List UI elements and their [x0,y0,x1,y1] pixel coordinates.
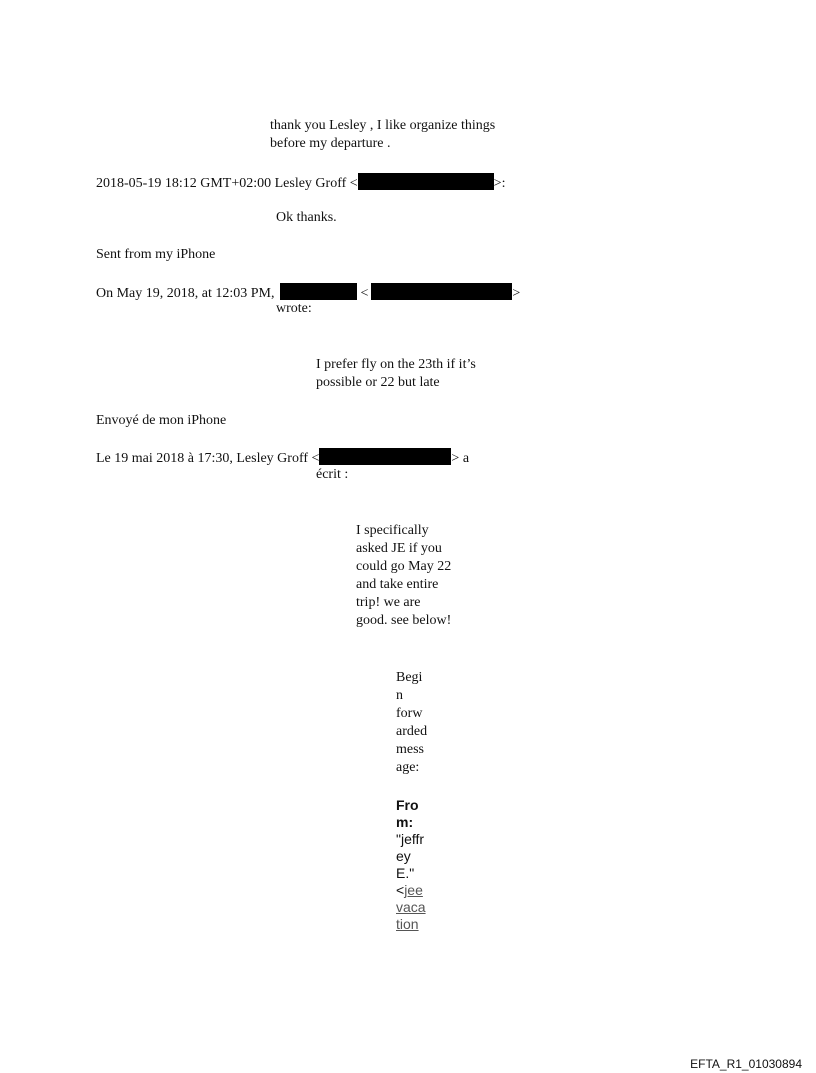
from-lt: < [396,882,405,898]
reply-line: thank you Lesley , I like organize things [270,118,496,133]
message-line: possible or 22 but late [316,375,440,390]
message-line: could go May 22 [356,559,452,574]
signature-envoye: Envoyé de mon iPhone [96,413,227,428]
message-line: and take entire [356,577,439,592]
quote-header-wrote: wrote: [276,301,312,316]
redaction-block [280,283,357,300]
quote-header [96,173,505,193]
message-line: I prefer fly on the 23th if it’s [316,357,476,372]
quote-header-gt: > [512,286,521,301]
message-text [316,356,476,392]
reply-line: before my departure . [270,136,391,151]
quote-header-text: On May 19, 2018, at 12:03 PM, [96,286,275,301]
quote-header-ecrit: écrit : [316,467,349,482]
message-line: good. see below! [356,613,452,628]
redaction-block [371,283,512,300]
message-line: I specifically [356,523,429,538]
forwarded-line: Begi [396,670,423,685]
quote-header-text: Le 19 mai 2018 à 17:30, Lesley Groff < [96,451,320,466]
forwarded-line: forw [396,706,423,721]
quote-header-text: 2018-05-19 18:12 GMT+02:00 Lesley Groff < [96,176,358,191]
quote-header [96,448,469,468]
document-id: EFTA_R1_01030894 [690,1057,802,1071]
forwarded-line: age: [396,760,420,775]
message-line: trip! we are [356,595,421,610]
from-label: m: [396,814,414,830]
ok-thanks-text: Ok thanks. [276,210,337,225]
forwarded-line: n [396,688,403,703]
from-field [396,797,426,933]
reply-text [270,117,495,153]
message-line: asked JE if you [356,541,442,556]
forwarded-line: arded [396,724,428,739]
email-link[interactable]: jee [404,882,423,898]
from-name: "jeffr [396,831,425,847]
quote-header-end: >: [493,176,506,191]
redaction-block [358,173,494,190]
signature-sent-from: Sent from my iPhone [96,247,216,262]
from-name: E." [396,865,415,881]
email-link[interactable]: tion [396,916,419,932]
quote-header-lt: < [360,286,369,301]
from-label: Fro [396,797,419,813]
redaction-block [319,448,451,465]
forwarded-line: mess [396,742,424,757]
quote-header-end: > a [451,451,470,466]
email-link[interactable]: vaca [396,899,426,915]
message-text [356,522,451,630]
forwarded-label [396,669,427,777]
from-name: ey [396,848,411,864]
